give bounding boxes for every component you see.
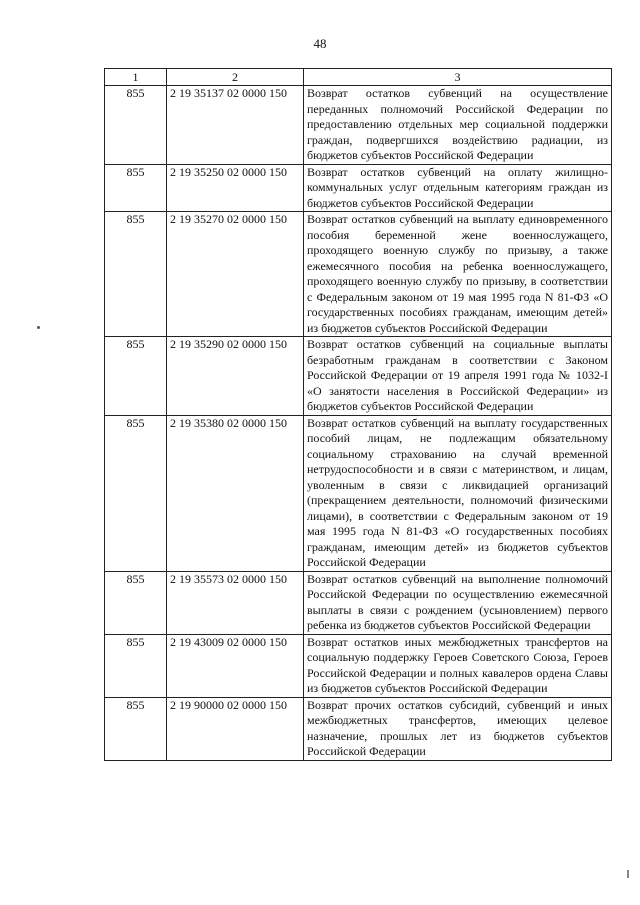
description-cell: Возврат остатков субвенций на выплату единовременного пособия беременной жене военнослужащего, проходящего военную службу по призыву, а также ежемесячного пособия на ребенка военнослужащего, проходящего военную службу по призыву, в соответствии с Федеральным законом от 19 мая 1995 года N 81-ФЗ «О государственных пособиях гражданам, имеющим детей» из бюджетов субъектов Российской Федерации	[304, 212, 612, 337]
column-header-code: 2	[167, 69, 304, 86]
admin-code-cell: 855	[105, 212, 167, 337]
admin-code-cell: 855	[105, 415, 167, 571]
table-row	[105, 415, 612, 571]
scan-speck	[37, 326, 40, 329]
description-cell: Возврат остатков субвенций на выполнение полномочий Российской Федерации по осуществлению ежемесячной выплаты в связи с рождением (усыновлением) первого ребенка из бюджетов субъектов Российской Федерации	[304, 571, 612, 634]
table-row	[105, 337, 612, 416]
budget-code-cell: 2 19 35270 02 0000 150	[167, 212, 304, 337]
column-header-admin: 1	[105, 69, 167, 86]
admin-code-cell: 855	[105, 164, 167, 212]
table-row	[105, 634, 612, 697]
description-cell: Возврат остатков субвенций на оплату жилищно-коммунальных услуг отдельным категориям граждан из бюджетов субъектов Российской Федерации	[304, 164, 612, 212]
description-cell: Возврат остатков субвенций на социальные выплаты безработным гражданам в соответствии с Законом Российской Федерации от 19 апреля 1991 года № 1032-I «О занятости населения в Российской Федерации» из бюджетов субъектов Российской Федерации	[304, 337, 612, 416]
table-row	[105, 571, 612, 634]
table-row	[105, 86, 612, 165]
admin-code-cell: 855	[105, 571, 167, 634]
table-row	[105, 212, 612, 337]
table-row	[105, 697, 612, 760]
admin-code-cell: 855	[105, 86, 167, 165]
scan-edge-mark	[627, 870, 629, 878]
description-cell: Возврат остатков иных межбюджетных трансфертов на социальную поддержку Героев Советского Союза, Героев Российской Федерации и полных кавалеров ордена Славы из бюджетов субъектов Российской Федерации	[304, 634, 612, 697]
admin-code-cell: 855	[105, 634, 167, 697]
table-row	[105, 164, 612, 212]
admin-code-cell: 855	[105, 337, 167, 416]
budget-code-cell: 2 19 35380 02 0000 150	[167, 415, 304, 571]
table-header-row	[105, 69, 612, 86]
description-cell: Возврат остатков субвенций на осуществление переданных полномочий Российской Федерации по предоставлению отдельных мер социальной поддержки граждан, подвергшихся воздействию радиации, из бюджетов субъектов Российской Федерации	[304, 86, 612, 165]
budget-code-cell: 2 19 35573 02 0000 150	[167, 571, 304, 634]
column-header-description: 3	[304, 69, 612, 86]
budget-code-cell: 2 19 35290 02 0000 150	[167, 337, 304, 416]
description-cell: Возврат прочих остатков субсидий, субвенций и иных межбюджетных трансфертов, имеющих целевое назначение, прошлых лет из бюджетов субъектов Российской Федерации	[304, 697, 612, 760]
budget-code-cell: 2 19 35137 02 0000 150	[167, 86, 304, 165]
admin-code-cell: 855	[105, 697, 167, 760]
budget-code-cell: 2 19 43009 02 0000 150	[167, 634, 304, 697]
budget-code-cell: 2 19 35250 02 0000 150	[167, 164, 304, 212]
budget-codes-table	[104, 68, 612, 761]
budget-code-cell: 2 19 90000 02 0000 150	[167, 697, 304, 760]
description-cell: Возврат остатков субвенций на выплату государственных пособий лицам, не подлежащим обязательному социальному страхованию на случай временной нетрудоспособности и в связи с материнством, и лицам, уволенным в связи с ликвидацией организаций (прекращением деятельности, полномочий физическими лицами), в соответствии с Федеральным законом от 19 мая 1995 года N 81-ФЗ «О государственных пособиях гражданам, имеющим детей» из бюджетов субъектов Российской Федерации	[304, 415, 612, 571]
page-number: 48	[313, 36, 327, 51]
